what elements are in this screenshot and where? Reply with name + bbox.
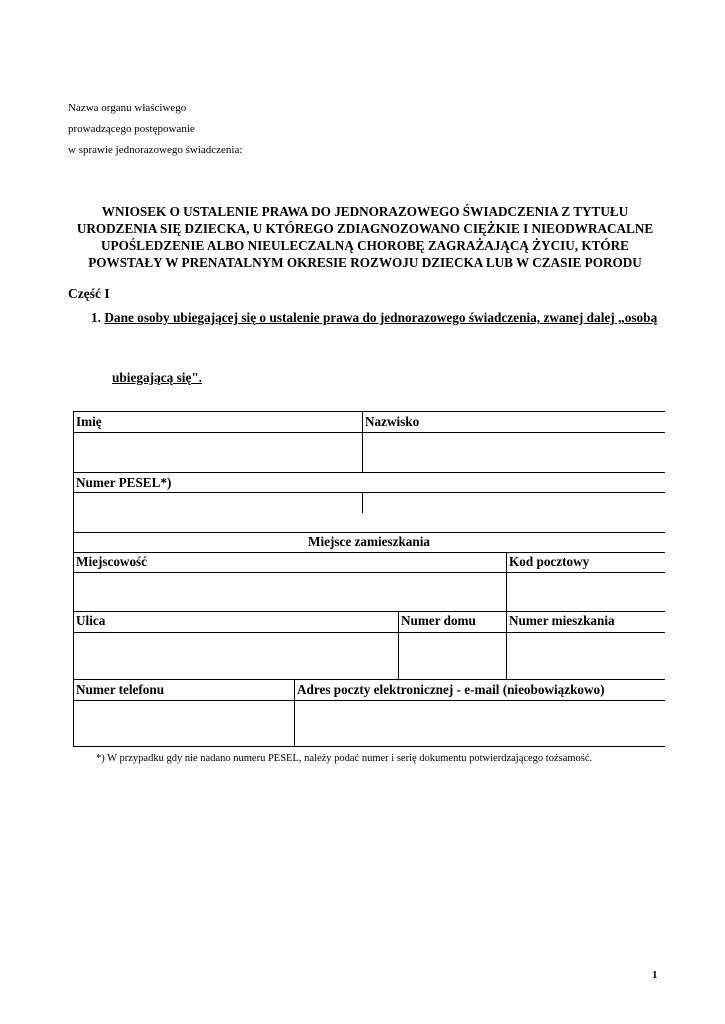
page-number: 1 [652, 969, 658, 981]
form-line [73, 552, 665, 553]
form-line [73, 411, 665, 412]
document-title [60, 203, 670, 271]
section-1-heading [91, 310, 657, 326]
residence-header: Miejsce zamieszkania [308, 534, 430, 549]
title-line-3: UPOŚLEDZENIE ALBO NIEULECZALNĄ CHOROBĘ ZAGRAŻAJĄCĄ ŻYCIU, KTÓRE [101, 238, 629, 253]
first-name-field[interactable] [74, 433, 362, 472]
title-line-1: WNIOSEK O USTALENIE PRAWA DO JEDNORAZOWEGO ŚWIADCZENIA Z TYTUŁU [101, 204, 629, 219]
pesel-label: Numer PESEL*) [76, 475, 172, 490]
city-field[interactable] [74, 573, 506, 611]
form-line [73, 679, 665, 680]
form-line [362, 492, 363, 513]
form-line [73, 472, 665, 473]
postal-code-label: Kod pocztowy [509, 554, 590, 569]
last-name-field[interactable] [363, 433, 665, 472]
phone-field[interactable] [74, 701, 294, 746]
section-1-heading-continued: ubiegającą się". [112, 370, 203, 385]
applicant-data-form [73, 411, 665, 747]
authority-line-2: prowadzącego postępowanie [68, 123, 195, 135]
form-line [73, 611, 665, 612]
apartment-number-field[interactable] [507, 633, 665, 679]
house-number-field[interactable] [399, 633, 506, 679]
title-line-4: POWSTAŁY W PRENATALNYM OKRESIE ROZWOJU DZIECKA LUB W CZASIE PORODU [88, 255, 642, 270]
city-label: Miejscowość [76, 554, 148, 569]
pesel-field[interactable] [74, 513, 665, 532]
footnote: *) W przypadku gdy nie nadano numeru PESEL, należy podać numer i serię dokumentu potwierdzającego tożsamość. [96, 753, 593, 764]
form-line [73, 532, 665, 533]
section-1-number: 1. [91, 310, 101, 325]
email-field[interactable] [295, 701, 665, 746]
section-1-text: Dane osoby ubiegającej się o ustalenie prawa do jednorazowego świadczenia, zwanej dalej „osobą [104, 310, 658, 325]
part-label: Część I [68, 286, 110, 301]
authority-line-3: w sprawie jednorazowego świadczenia: [68, 144, 243, 156]
form-line [73, 746, 665, 747]
first-name-label: Imię [76, 414, 102, 429]
street-field[interactable] [74, 633, 398, 679]
email-label: Adres poczty elektronicznej - e-mail (nieobowiązkowo) [297, 682, 605, 697]
apartment-number-label: Numer mieszkania [509, 613, 615, 628]
authority-line-1: Nazwa organu właściwego [68, 102, 187, 114]
title-line-2: URODZENIA SIĘ DZIECKA, U KTÓREGO ZDIAGNOZOWANO CIĘŻKIE I NIEODWRACALNE [76, 221, 654, 236]
house-number-label: Numer domu [401, 613, 476, 628]
form-line [73, 492, 665, 493]
last-name-label: Nazwisko [365, 414, 420, 429]
postal-code-field[interactable] [507, 573, 665, 611]
street-label: Ulica [76, 613, 106, 628]
phone-label: Numer telefonu [76, 682, 165, 697]
authority-block [68, 98, 242, 161]
